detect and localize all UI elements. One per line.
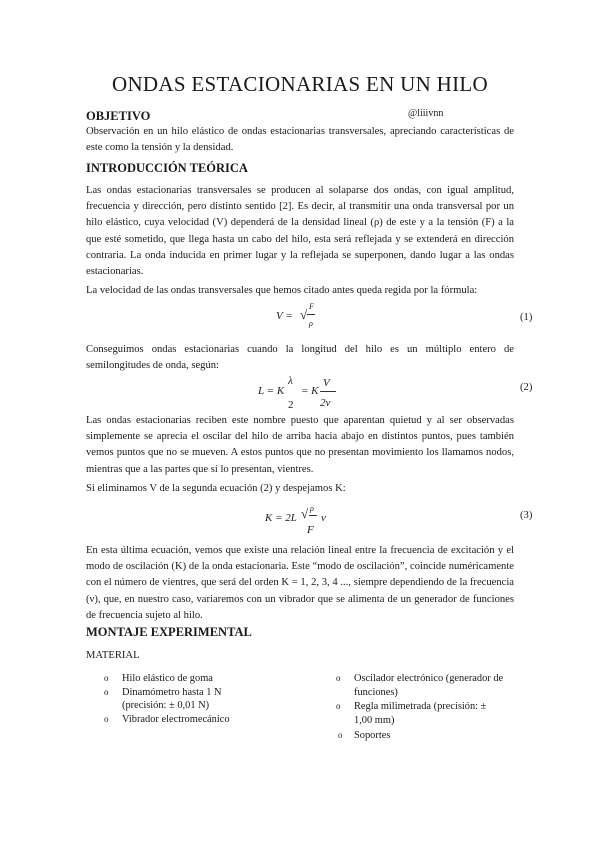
list-item-text: Soportes bbox=[354, 730, 391, 742]
list-item-text: Hilo elástico de goma bbox=[122, 673, 213, 684]
bullet-icon: o bbox=[338, 730, 343, 741]
material-list-right bbox=[336, 672, 526, 743]
watermark: @liiivnn bbox=[408, 108, 444, 119]
eq2-V: V bbox=[323, 377, 330, 389]
list-item bbox=[336, 699, 526, 729]
bullet-icon: o bbox=[336, 701, 341, 712]
list-item bbox=[104, 713, 304, 727]
eq2-fraction-line bbox=[320, 391, 336, 392]
bullet-icon: o bbox=[104, 713, 109, 724]
intro-paragraph-5: Si eliminamos V de la segunda ecuación (2) y despejamos K: bbox=[86, 483, 346, 494]
list-item bbox=[336, 672, 526, 699]
list-item bbox=[336, 729, 526, 743]
sqrt-icon: √ bbox=[300, 307, 308, 322]
eq2-lhs: L = K bbox=[258, 385, 285, 397]
eq3-fraction-line bbox=[309, 515, 317, 516]
eq3-F: F bbox=[307, 524, 314, 536]
objetivo-text: Observación en un hilo elástico de ondas estacionarias transversales, apreciando características de este como la tensión y la densidad. bbox=[86, 126, 514, 154]
equation-1 bbox=[276, 302, 314, 328]
bullet-icon: o bbox=[104, 673, 109, 683]
material-label: MATERIAL bbox=[86, 650, 140, 661]
eq1-fraction-line bbox=[307, 314, 315, 315]
intro-paragraph-6: En esta última ecuación, vemos que existe una relación lineal entre la frecuencia de excitación y el modo de oscilación (K) de la onda estacionaria. Este “modo de oscilación”, coincide numéricamente con el número de vientres, que será del orden K = 1, 2, 3, 4 ..., siempre dependiendo de la frecuencia (ν), que, en nuestro caso, variaremos con un vibrador que se alimenta de un generador de funciones de frecuencia sujeto al hilo. bbox=[86, 545, 514, 621]
intro-paragraph-3: Conseguimos ondas estacionarias cuando la longitud del hilo es un múltiplo entero de semilongitudes de onda, según: bbox=[86, 344, 514, 372]
list-item-text: Vibrador electromecánico bbox=[122, 713, 230, 725]
sqrt-icon: √ bbox=[301, 506, 309, 521]
list-item-text: Oscilador electrónico (generador de funciones) bbox=[354, 673, 504, 698]
eq1-lhs: V = bbox=[276, 310, 293, 322]
eq2-lambda: λ bbox=[288, 375, 293, 387]
list-item bbox=[104, 672, 304, 686]
equation-3-number: (3) bbox=[520, 510, 533, 521]
bullet-icon: o bbox=[336, 673, 341, 683]
objetivo-heading: OBJETIVO bbox=[86, 109, 151, 123]
eq2-eqsign: = K bbox=[301, 385, 319, 397]
eq2-two: 2 bbox=[288, 399, 294, 411]
eq1-denominator: ρ bbox=[309, 319, 313, 328]
eq3-lhs: K = 2L bbox=[265, 512, 297, 524]
intro-paragraph-4: Las ondas estacionarias reciben este nombre puesto que aparentan quietud y al ser observadas simplemente se aprecia el oscilar del hilo de arriba hacia abajo en distintos puntos, pues también vemos puntos que no se mueven. A estos puntos que no presentan movimiento los llamamos nodos, mientras que a las partes que sí lo presentan, vientres. bbox=[86, 415, 514, 475]
document-title: ONDAS ESTACIONARIAS EN UN HILO bbox=[112, 72, 488, 96]
eq3-rho: ρ bbox=[310, 504, 314, 513]
intro-paragraph-2: La velocidad de las ondas transversales que hemos citado antes queda regida por la fórmula: bbox=[86, 285, 478, 296]
eq1-numerator: F bbox=[309, 302, 314, 311]
intro-paragraph-1: Las ondas estacionarias transversales se producen al solaparse dos ondas, con igual amplitud, frecuencia y dirección, pero distinto sentido [2]. Es decir, al transmitir una onda transversal por un hilo elástico, cuya velocidad (V) dependerá de la densidad lineal (ρ) de este y a la tensión (F) a la que esté sometido, que llega hasta un cabo del hilo, esta será reflejada y se extenderá en dirección contraria. La onda inducida en primer lugar y la reflejada se superponen, dando lugar a las ondas estacionarias. bbox=[86, 185, 514, 278]
eq2-two-nu: 2ν bbox=[320, 397, 331, 409]
equation-2-number: (2) bbox=[520, 382, 533, 393]
material-list-left bbox=[104, 672, 304, 726]
equation-1-number: (1) bbox=[520, 312, 533, 323]
equation-3 bbox=[265, 504, 326, 536]
equation-2 bbox=[258, 375, 331, 411]
bullet-icon: o bbox=[104, 686, 109, 697]
list-item-text: Regla milimetrada (precisión: ± 1,00 mm) bbox=[354, 701, 487, 726]
list-item bbox=[104, 686, 304, 713]
eq3-nu: ν bbox=[321, 512, 326, 524]
list-item-text: Dinamómetro hasta 1 N (precisión: ± 0,01 N) bbox=[122, 686, 222, 712]
montaje-heading: MONTAJE EXPERIMENTAL bbox=[86, 625, 252, 639]
intro-heading: INTRODUCCIÓN TEÓRICA bbox=[86, 161, 248, 175]
